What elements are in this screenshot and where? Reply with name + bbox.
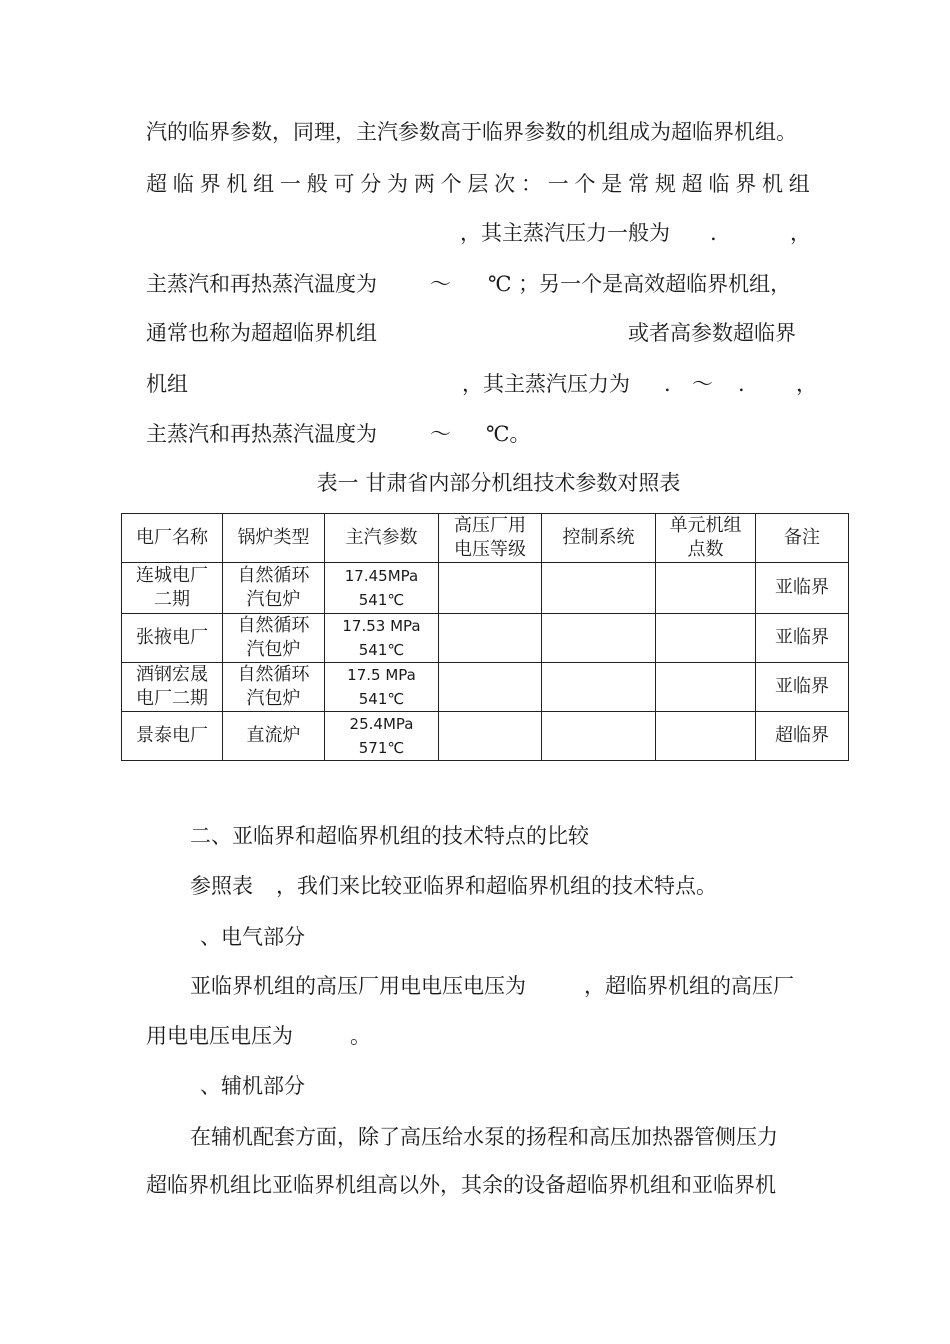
table-cell-boiler bbox=[223, 712, 325, 761]
line2-char: 规 bbox=[654, 172, 676, 196]
auxiliary-line-2: 超临界机组比亚临界机组高以外，其余的设备超临界机组和亚临界机 bbox=[146, 1173, 776, 1197]
line2-char: 组 bbox=[788, 172, 810, 196]
line3-text-b: . bbox=[710, 221, 717, 245]
elec-text-a: 亚临界机组的高压厂用电电压电压为 bbox=[190, 974, 526, 998]
table-cell-points bbox=[656, 663, 756, 712]
cell-text: 571℃ bbox=[358, 739, 405, 757]
header-text: 单元机组 bbox=[669, 515, 742, 536]
table-cell-points bbox=[656, 712, 756, 761]
line2-char: 是 bbox=[601, 172, 623, 196]
paragraph-line-6 bbox=[0, 369, 950, 399]
subheading-auxiliary: 、辅机部分 bbox=[200, 1074, 305, 1098]
line2-char: 分 bbox=[360, 172, 382, 196]
cell-text: 541℃ bbox=[358, 591, 405, 609]
table-cell-plant bbox=[122, 614, 223, 663]
line3-text-a: ，其主蒸汽压力一般为 bbox=[460, 221, 670, 245]
cell-text: 25.4MPa bbox=[349, 715, 414, 733]
table-cell-note: 超临界 bbox=[756, 712, 849, 761]
paragraph-line-1: 汽的临界参数，同理，主汽参数高于临界参数的机组成为超临界机组。 bbox=[146, 120, 797, 144]
line7-text-a: 主蒸汽和再热蒸汽温度为 bbox=[146, 422, 377, 446]
line6-text-a: 机组 bbox=[146, 372, 188, 396]
line2-char: 个 bbox=[440, 172, 462, 196]
line4-text-c: ℃ ；另一个是高效超临界机组， bbox=[488, 272, 792, 296]
line5-text-a: 通常也称为超超临界机组 bbox=[146, 321, 377, 345]
cell-text: 17.53 MPa bbox=[342, 617, 421, 635]
line6-text-c: . bbox=[664, 372, 671, 396]
cell-text: 自然循环 bbox=[237, 565, 310, 586]
table-cell-plant bbox=[122, 712, 223, 761]
cell-text: 自然循环 bbox=[237, 664, 310, 685]
paragraph-line-7 bbox=[0, 419, 950, 449]
header-text: 点数 bbox=[687, 539, 724, 560]
table-cell-voltage bbox=[439, 563, 542, 614]
table-header-cell bbox=[223, 514, 325, 563]
paragraph-line-2 bbox=[146, 169, 810, 199]
line2-char: 次 bbox=[494, 172, 516, 196]
line2-char: 可 bbox=[333, 172, 355, 196]
elec2-text-a: 用电电压电压为 bbox=[146, 1024, 293, 1048]
table-cell-steam bbox=[325, 614, 439, 663]
line2-char: 一 bbox=[279, 172, 301, 196]
header-text: 锅炉类型 bbox=[237, 527, 310, 548]
table-header-cell bbox=[756, 514, 849, 563]
intro-text-a: 参照表 bbox=[190, 874, 253, 898]
cell-text: 张掖电厂 bbox=[136, 627, 208, 648]
cell-text: 景泰电厂 bbox=[136, 725, 208, 746]
line4-text-b: ～ bbox=[430, 272, 451, 296]
electrical-line-1 bbox=[0, 971, 950, 1001]
electrical-line-2 bbox=[0, 1021, 950, 1051]
header-text: 备注 bbox=[784, 527, 820, 548]
cell-text: 汽包炉 bbox=[246, 688, 301, 709]
line4-text-a: 主蒸汽和再热蒸汽温度为 bbox=[146, 272, 377, 296]
cell-text: 汽包炉 bbox=[246, 639, 301, 660]
line3-text-c: ， bbox=[790, 221, 811, 245]
line2-char: 层 bbox=[467, 172, 489, 196]
table-header-cell bbox=[656, 514, 756, 563]
line5-text-b: 或者高参数超临界 bbox=[628, 321, 796, 345]
table-cell-steam bbox=[325, 712, 439, 761]
line2-char: 个 bbox=[574, 172, 596, 196]
auxiliary-line-1: 在辅机配套方面，除了高压给水泵的扬程和高压加热器管侧压力 bbox=[190, 1125, 778, 1149]
cell-text: 17.45MPa bbox=[344, 567, 419, 585]
line2-char: 机 bbox=[761, 172, 783, 196]
subheading-electrical: 、电气部分 bbox=[200, 925, 305, 949]
table-row bbox=[122, 563, 849, 614]
table-caption: 表一 甘肃省内部分机组技术参数对照表 bbox=[316, 471, 681, 495]
table-cell-control bbox=[542, 712, 656, 761]
elec-text-b: ，超临界机组的高压厂 bbox=[584, 974, 794, 998]
table-cell-control bbox=[542, 663, 656, 712]
table-cell-voltage bbox=[439, 712, 542, 761]
table-cell-voltage bbox=[439, 663, 542, 712]
line2-char: 般 bbox=[306, 172, 328, 196]
paragraph-line-5 bbox=[0, 318, 950, 348]
parameters-table bbox=[121, 513, 849, 761]
section-intro bbox=[0, 871, 950, 901]
table-header-cell bbox=[542, 514, 656, 563]
table-cell-control bbox=[542, 563, 656, 614]
table-cell-steam bbox=[325, 563, 439, 614]
header-text: 主汽参数 bbox=[345, 527, 418, 548]
line7-text-b: ～ bbox=[430, 422, 451, 446]
line2-char: 临 bbox=[708, 172, 730, 196]
paragraph-line-4 bbox=[0, 269, 950, 299]
line2-char: 常 bbox=[628, 172, 650, 196]
line2-char: 机 bbox=[226, 172, 248, 196]
cell-text: 直流炉 bbox=[246, 725, 301, 746]
table-cell-voltage bbox=[439, 614, 542, 663]
cell-text: 17.5 MPa bbox=[347, 666, 416, 684]
table-cell-note: 亚临界 bbox=[756, 663, 849, 712]
line6-text-b: ，其主蒸汽压力为 bbox=[462, 372, 630, 396]
table-header-cell bbox=[122, 514, 223, 563]
table-cell-control bbox=[542, 614, 656, 663]
line6-text-e: . bbox=[738, 372, 745, 396]
line2-char: 为 bbox=[387, 172, 409, 196]
cell-text: 二期 bbox=[154, 589, 190, 610]
table-header-cell bbox=[325, 514, 439, 563]
elec2-text-b: 。 bbox=[350, 1024, 371, 1048]
cell-text: 酒钢宏晟 bbox=[136, 664, 208, 685]
paragraph-line-3 bbox=[0, 218, 950, 248]
table-cell-points bbox=[656, 563, 756, 614]
table-cell-boiler bbox=[223, 563, 325, 614]
line2-char: 界 bbox=[199, 172, 221, 196]
header-text: 高压厂用 bbox=[454, 515, 526, 536]
cell-text: 连城电厂 bbox=[136, 565, 208, 586]
line2-char: 界 bbox=[735, 172, 757, 196]
header-text: 电厂名称 bbox=[136, 527, 208, 548]
cell-text: 电厂二期 bbox=[136, 688, 208, 709]
table-cell-boiler bbox=[223, 663, 325, 712]
table-row bbox=[122, 663, 849, 712]
cell-text: 自然循环 bbox=[237, 615, 310, 636]
line2-char: 临 bbox=[172, 172, 194, 196]
line6-text-d: ～ bbox=[692, 372, 713, 396]
table-header-row bbox=[122, 514, 849, 563]
section-heading: 二、亚临界和超临界机组的技术特点的比较 bbox=[190, 824, 589, 848]
header-text: 电压等级 bbox=[454, 539, 526, 560]
table-row bbox=[122, 614, 849, 663]
header-text: 控制系统 bbox=[562, 527, 635, 548]
table-cell-points bbox=[656, 614, 756, 663]
cell-text: 汽包炉 bbox=[246, 589, 301, 610]
cell-text: 541℃ bbox=[358, 690, 405, 708]
table-cell-plant bbox=[122, 663, 223, 712]
table-cell-boiler bbox=[223, 614, 325, 663]
table-cell-note: 亚临界 bbox=[756, 614, 849, 663]
table-cell-steam bbox=[325, 663, 439, 712]
line2-char: 超 bbox=[681, 172, 703, 196]
table-cell-note: 亚临界 bbox=[756, 563, 849, 614]
cell-text: 541℃ bbox=[358, 641, 405, 659]
line2-char: 超 bbox=[146, 172, 167, 196]
line2-char: 两 bbox=[413, 172, 435, 196]
line7-text-c: ℃。 bbox=[486, 422, 531, 446]
line6-text-f: ， bbox=[796, 372, 817, 396]
table-header-cell bbox=[439, 514, 542, 563]
table-cell-plant bbox=[122, 563, 223, 614]
table-row bbox=[122, 712, 849, 761]
line2-char: 一 bbox=[547, 172, 569, 196]
line2-char: 组 bbox=[253, 172, 275, 196]
line2-char: ： bbox=[520, 172, 542, 196]
intro-text-b: ，我们来比较亚临界和超临界机组的技术特点。 bbox=[276, 874, 717, 898]
